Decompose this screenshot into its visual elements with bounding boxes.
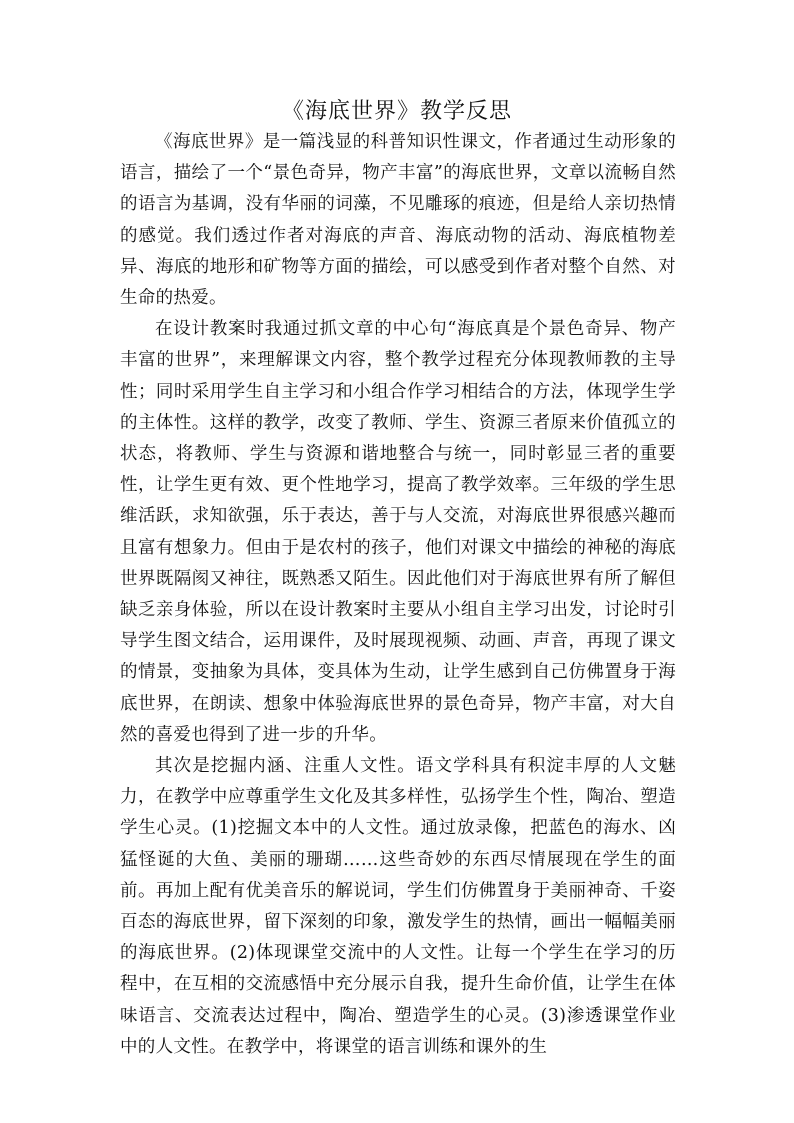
paragraph-humanistic: 其次是挖掘内涵、注重人文性。语文学科具有积淀丰厚的人文魅力，在教学中应尊重学生文化及其多样性，弘扬学生个性，陶冶、塑造学生心灵。(1)挖掘文本中的人文性。通过放录像，把蓝色的海水、凶猛怪诞的大鱼、美丽的珊瑚……这些奇妙的东西尽情展现在学生的面前。再加上配有优美音乐的解说词，学生们仿佛置身于美丽神奇、千姿百态的海底世界，留下深刻的印象，激发学生的热情，画出一幅幅美丽的海底世界。(2)体现课堂交流中的人文性。让每一个学生在学习的历程中，在互相的交流感悟中充分展示自我，提升生命价值，让学生在体味语言、交流表达过程中，陶冶、塑造学生的心灵。(3)渗透课堂作业中的人文性。在教学中，将课堂的语言训练和课外的生 xyxy=(120,756,676,1057)
paragraph-lesson-design: 在设计教案时我通过抓文章的中心句“海底真是个景色奇异、物产丰富的世界”，来理解课文内容，整个教学过程充分体现教师教的主导性；同时采用学生自主学习和小组合作学习相结合的方法，体现学生学的主体性。这样的教学，改变了教师、学生、资源三者原来价值孤立的状态，将教师、学生与资源和谐地整合与统一，同时彰显三者的重要性，让学生更有效、更个性地学习，提高了教学效率。三年级的学生思维活跃，求知欲强，乐于表达，善于与人交流，对海底世界很感兴趣而且富有想象力。但由于是农村的孩子，他们对课文中描绘的神秘的海底世界既隔阂又神往，既熟悉又陌生。因此他们对于海底世界有所了解但缺乏亲身体验，所以在设计教案时主要从小组自主学习出发，讨论时引导学生图文结合，运用课件，及时展现视频、动画、声音，再现了课文的情景，变抽象为具体，变具体为生动，让学生感到自己仿佛置身于海底世界，在朗读、想象中体验海底世界的景色奇异，物产丰富，对大自然的喜爱也得到了进一步的升华。 xyxy=(120,319,676,745)
document-title: 《海底世界》教学反思 xyxy=(281,99,512,124)
paragraph-intro: 《海底世界》是一篇浅显的科普知识性课文，作者通过生动形象的语言，描绘了一个“景色奇异，物产丰富”的海底世界，文章以流畅自然的语言为基调，没有华丽的词藻，不见雕琢的痕迹，但是给人亲切热情的感觉。我们透过作者对海底的声音、海底动物的活动、海底植物差异、海底的地形和矿物等方面的描绘，可以感受到作者对整个自然、对生命的热爱。 xyxy=(120,132,676,309)
document-body xyxy=(120,127,676,1063)
